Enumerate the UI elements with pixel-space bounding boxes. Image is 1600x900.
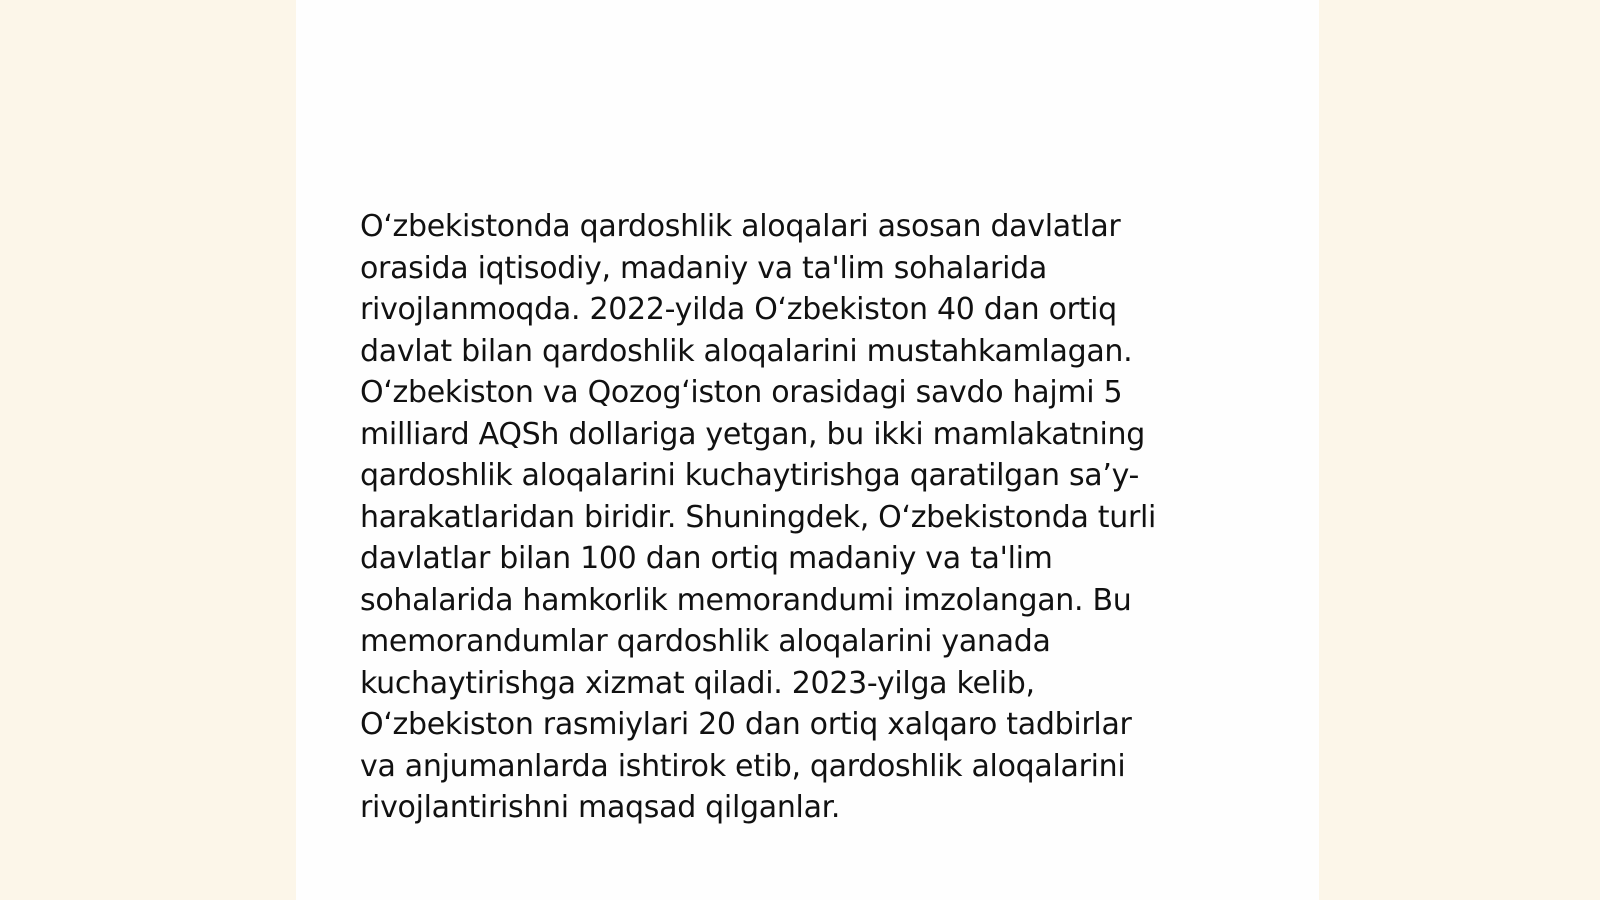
paragraph-line: O‘zbekiston va Qozog‘iston orasidagi savdo hajmi 5 [360, 375, 1123, 410]
paragraph-line: harakatlaridan biridir. Shuningdek, O‘zbekistonda turli [360, 499, 1157, 535]
paragraph-line: davlatlar bilan 100 dan ortiq madaniy va ta'lim [360, 541, 1053, 576]
paragraph-line: milliard AQSh dollariga yetgan, bu ikki mamlakatning [360, 416, 1145, 452]
paragraph-line: O‘zbekiston rasmiylari 20 dan ortiq xalqaro tadbirlar [360, 707, 1132, 742]
paragraph-line: rivojlanmoqda. 2022-yilda O‘zbekiston 40 dan ortiq [360, 292, 1117, 327]
paragraph-line: O‘zbekistonda qardoshlik aloqalari asosan davlatlar [360, 209, 1121, 244]
paragraph-line: qardoshlik aloqalarini kuchaytirishga qaratilgan sa’y- [360, 458, 1140, 493]
paragraph-line: rivojlantirishni maqsad qilganlar. [360, 790, 841, 825]
paragraph-line: memorandumlar qardoshlik aloqalarini yanada [360, 624, 1051, 659]
paragraph-line: va anjumanlarda ishtirok etib, qardoshlik aloqalarini [360, 748, 1126, 784]
paragraph-line: sohalarida hamkorlik memorandumi imzolangan. Bu [360, 582, 1132, 618]
paragraph-line: orasida iqtisodiy, madaniy va ta'lim sohalarida [360, 250, 1047, 286]
paragraph-line: kuchaytirishga xizmat qiladi. 2023-yilga kelib, [360, 665, 1035, 701]
document-page [296, 0, 1319, 900]
paragraph-line: davlat bilan qardoshlik aloqalarini mustahkamlagan. [360, 333, 1133, 369]
body-paragraph [360, 206, 1260, 829]
